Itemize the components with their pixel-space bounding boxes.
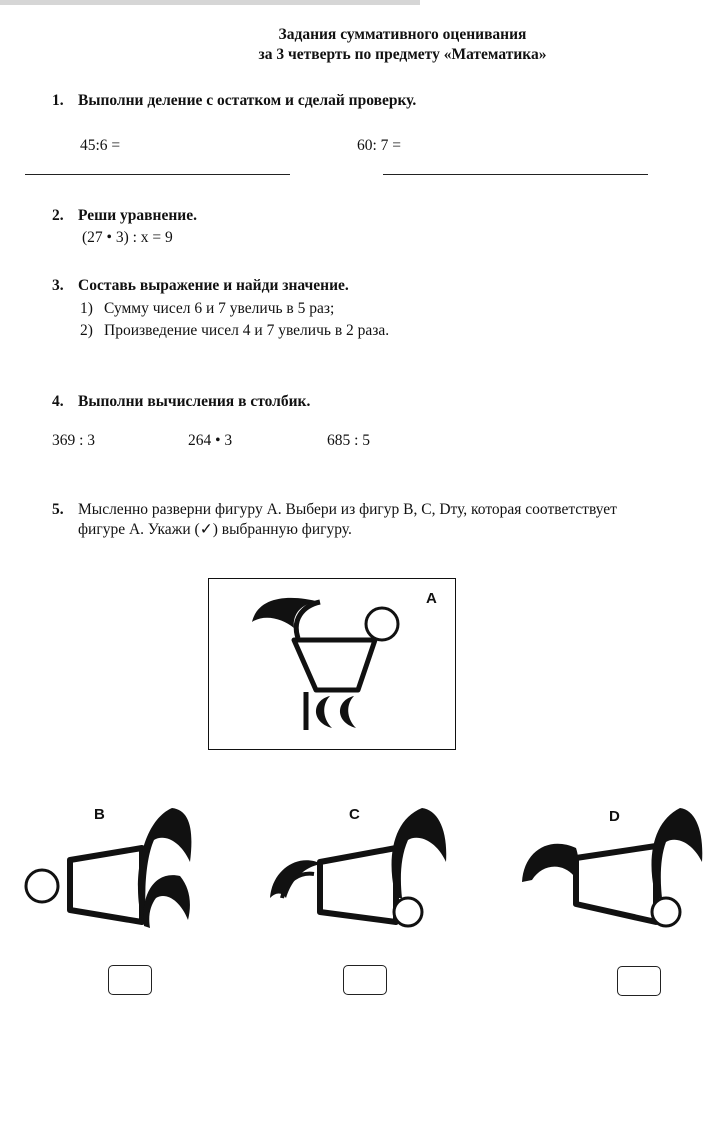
task2-heading bbox=[52, 206, 197, 225]
task5-line2: фигуре A. Укажи (✓) выбранную фигуру. bbox=[78, 521, 352, 538]
task4-number: 4. bbox=[52, 393, 64, 410]
task3-heading-text: Составь выражение и найди значение. bbox=[78, 277, 349, 294]
task3-item-2-text: Произведение чисел 4 и 7 увеличь в 2 раза. bbox=[104, 322, 390, 339]
checkbox-b[interactable] bbox=[108, 965, 152, 995]
checkbox-c[interactable] bbox=[343, 965, 387, 995]
task2-number: 2. bbox=[52, 207, 64, 224]
task2-equation: (27 • 3) : x = 9 bbox=[82, 229, 173, 246]
task3-number: 3. bbox=[52, 277, 64, 294]
task4-expr-1: 369 : 3 bbox=[52, 432, 96, 449]
task4-heading-text: Выполни вычисления в столбик. bbox=[78, 393, 311, 410]
task4-expr-2: 264 • 3 bbox=[188, 432, 233, 449]
task3-heading bbox=[52, 276, 349, 295]
page-title-line1: Задания суммативного оценивания bbox=[278, 26, 527, 43]
task3-item-1-num: 1) bbox=[80, 300, 93, 317]
task5-line1-text: Мысленно разверни фигуру A. Выбери из фигур B, C, Dту, которая соответствует bbox=[78, 501, 617, 518]
figure-c-label: C bbox=[349, 806, 360, 823]
task5-line1 bbox=[52, 500, 702, 519]
task4-expr-3: 685 : 5 bbox=[327, 432, 371, 449]
figure-a-icon bbox=[250, 588, 420, 748]
task5-number: 5. bbox=[52, 501, 64, 518]
task4-heading bbox=[52, 392, 310, 411]
figure-b-label: B bbox=[94, 806, 105, 823]
figure-b-icon bbox=[22, 800, 197, 935]
page-title-line2: за 3 четверть по предмету «Математика» bbox=[258, 46, 547, 63]
task3-item-1 bbox=[80, 299, 334, 318]
figure-c-icon bbox=[262, 800, 462, 935]
task3-item-2 bbox=[80, 321, 389, 340]
task1-number: 1. bbox=[52, 92, 64, 109]
task1-expr-left: 45:6 = bbox=[80, 137, 121, 154]
figure-d-label: D bbox=[609, 808, 620, 825]
task3-item-2-num: 2) bbox=[80, 322, 93, 339]
answer-line-right[interactable] bbox=[383, 174, 648, 175]
top-edge-strip bbox=[0, 0, 420, 5]
task1-expr-right: 60: 7 = bbox=[357, 137, 402, 154]
task1-heading bbox=[52, 91, 416, 110]
task3-item-1-text: Сумму чисел 6 и 7 увеличь в 5 раз; bbox=[104, 300, 335, 317]
checkbox-d[interactable] bbox=[617, 966, 661, 996]
answer-line-left[interactable] bbox=[25, 174, 290, 175]
task1-heading-text: Выполни деление с остатком и сделай проверку. bbox=[78, 92, 417, 109]
figure-d-icon bbox=[520, 800, 705, 935]
task2-heading-text: Реши уравнение. bbox=[78, 207, 197, 224]
figure-a-label: A bbox=[426, 590, 437, 607]
